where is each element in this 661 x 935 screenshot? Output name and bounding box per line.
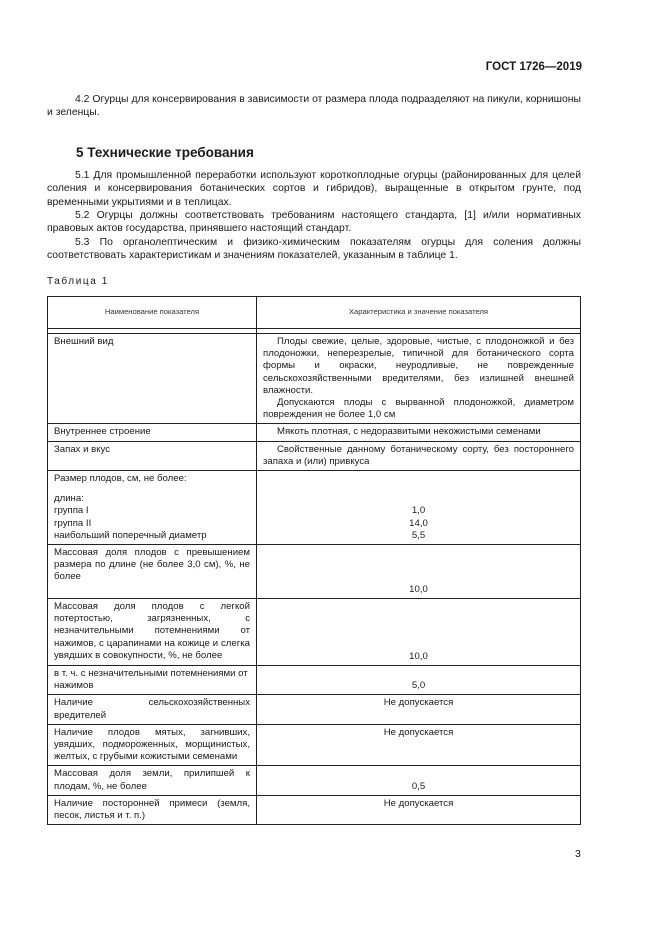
row-name: в т. ч. с незначительными потемнениями от нажимов (48, 666, 257, 695)
row-name: Наличие посторонней примеси (земля, песок, листья и т. п.) (48, 795, 257, 824)
row-name: Внутреннее строение (48, 424, 257, 441)
row-name: Массовая доля плодов с легкой потертостью, загрязненных, с незначительными потемнениями от нажимов, с царапинами на кожице и слегка увядших в совокупности, %, не более (48, 599, 257, 666)
requirements-table (47, 296, 581, 825)
row-value: Не допускается (257, 695, 581, 724)
paragraph-5-1: 5.1 Для промышленной переработки используют короткоплодные огурцы (районированных для целей соления и консервирования ботанических сортов и гибридов), выращенные в открытом грунте, под временными укрытиями и в теплицах. (47, 170, 581, 208)
table-row (48, 441, 581, 470)
paragraph-4-2: 4.2 Огурцы для консервирования в зависимости от размера плода подразделяют на пикули, корнишоны и зеленцы. (47, 94, 581, 119)
table-row (48, 766, 581, 795)
table-caption: Таблица 1 (47, 276, 109, 287)
section-title: 5 Технические требования (76, 145, 254, 160)
row-value: 10,0 (257, 545, 581, 599)
row-value: Мякоть плотная, с недоразвитыми некожистыми семенами (257, 424, 581, 441)
row-value: 5,0 (257, 666, 581, 695)
row-name: Наличие плодов мятых, загнивших, увядших, подмороженных, морщинистых, желтых, с грубыми кожистыми семенами (48, 724, 257, 766)
table-row (48, 795, 581, 824)
table-header-row (48, 297, 581, 329)
paragraph-5-2: 5.2 Огурцы должны соответствовать требованиям настоящего стандарта, [1] и/или нормативных правовых актов государства, принявшего настоящий стандарт. (47, 210, 581, 235)
table-row (48, 695, 581, 724)
page-number: 3 (575, 848, 581, 860)
row-value: 0,5 (257, 766, 581, 795)
row-name: Массовая доля земли, прилипшей к плодам, %, не более (48, 766, 257, 795)
row-name: Массовая доля плодов с превышением размера по длине (не более 3,0 см), %, не более (48, 545, 257, 599)
table-row (48, 334, 581, 424)
row-name: Запах и вкус (48, 441, 257, 470)
row-name: Наличие сельскохозяйственных вредителей (48, 695, 257, 724)
table-row (48, 666, 581, 695)
row-value: Не допускается (257, 724, 581, 766)
table-row (48, 424, 581, 441)
table-row (48, 724, 581, 766)
row-value: 10,0 (257, 599, 581, 666)
paragraph-5-3: 5.3 По органолептическим и физико-химическим показателям огурцы для соления должны соответствовать характеристикам и значениям показателей, указанным в таблице 1. (47, 237, 581, 262)
column-header-indicator: Наименование показателя (48, 297, 257, 329)
table-row (48, 545, 581, 599)
row-value: Свойственные данному ботаническому сорту, без постороннего запаха и (или) привкуса (257, 441, 581, 470)
table-row (48, 471, 581, 545)
row-value: Плоды свежие, целые, здоровые, чистые, с плодоножкой и без плодоножки, неперезрелые, типичной для ботанического сорта формы и окраски, неуродливые, не поврежденные сельскохозяйственными вредителями, без излишней внешней влажности. Допускаются плоды с вырванной плодоножкой, диаметром повреждения не более 1,0 см (257, 334, 581, 424)
row-name: Внешний вид (48, 334, 257, 424)
standard-code: ГОСТ 1726—2019 (485, 61, 582, 73)
column-header-value: Характеристика и значение показателя (257, 297, 581, 329)
row-value: Не допускается (257, 795, 581, 824)
row-value: 1,0 14,0 5,5 (257, 471, 581, 545)
table-row (48, 599, 581, 666)
row-name: Размер плодов, см, не более: длина: группа I группа II наибольший поперечный диаметр (48, 471, 257, 545)
